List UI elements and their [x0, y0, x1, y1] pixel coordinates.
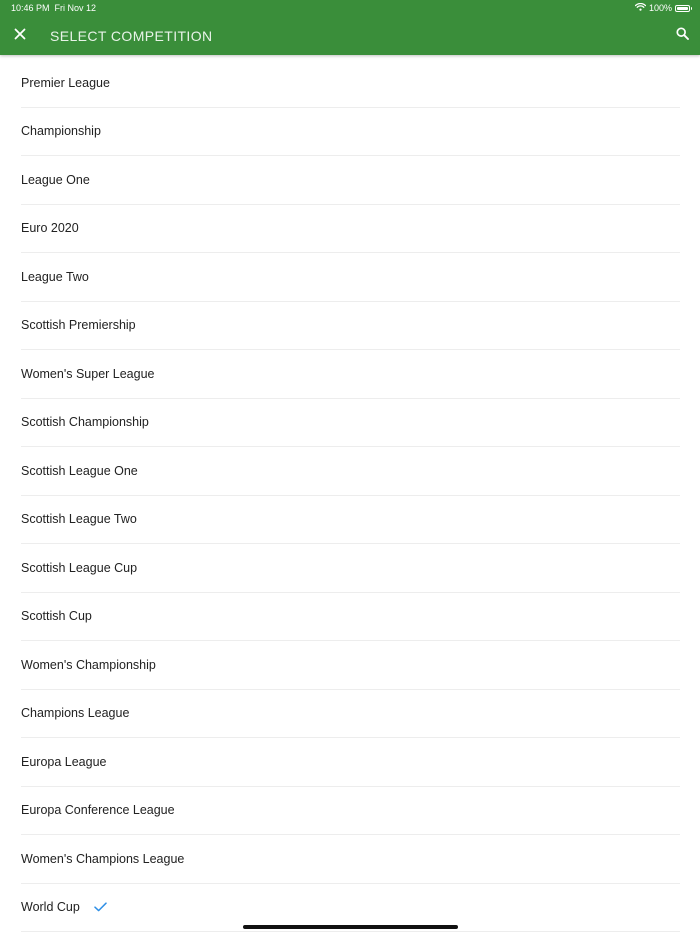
- competition-label: Women's Champions League: [21, 851, 185, 866]
- competition-label: Scottish Premiership: [21, 318, 136, 333]
- page-title: SELECT COMPETITION: [50, 28, 213, 44]
- status-indicators: [635, 3, 690, 13]
- search-icon: [676, 27, 689, 45]
- wifi-icon: [635, 3, 646, 13]
- competition-label: Scottish League Two: [21, 512, 137, 527]
- competition-label: Europa League: [21, 754, 107, 769]
- competition-item[interactable]: [21, 835, 680, 884]
- competition-label: Champions League: [21, 706, 130, 721]
- competition-label: World Cup: [21, 900, 80, 915]
- competition-item[interactable]: [21, 108, 680, 157]
- competition-label: Women's Championship: [21, 657, 156, 672]
- search-button[interactable]: [672, 26, 692, 46]
- home-indicator[interactable]: [243, 925, 458, 929]
- competition-label: Scottish League One: [21, 463, 138, 478]
- status-time: [11, 3, 96, 13]
- status-date-text: Fri Nov 12: [54, 3, 97, 13]
- competition-label: Euro 2020: [21, 221, 79, 236]
- competition-item[interactable]: [21, 350, 680, 399]
- competition-list: [0, 59, 700, 932]
- battery-icon: [675, 5, 690, 12]
- status-bar: [0, 0, 700, 16]
- checkmark-icon: [94, 902, 107, 912]
- competition-item[interactable]: [21, 205, 680, 254]
- competition-item[interactable]: [21, 253, 680, 302]
- competition-item[interactable]: [21, 496, 680, 545]
- competition-label: League One: [21, 172, 90, 187]
- competition-label: Scottish Championship: [21, 415, 149, 430]
- competition-item[interactable]: [21, 690, 680, 739]
- competition-label: Europa Conference League: [21, 803, 175, 818]
- competition-label: League Two: [21, 269, 89, 284]
- competition-item[interactable]: [21, 399, 680, 448]
- close-button[interactable]: [10, 26, 30, 46]
- competition-item[interactable]: [21, 156, 680, 205]
- competition-label: Scottish League Cup: [21, 560, 138, 575]
- competition-item[interactable]: [21, 787, 680, 836]
- competition-label: Scottish Cup: [21, 609, 92, 624]
- competition-item[interactable]: [21, 302, 680, 351]
- competition-item[interactable]: [21, 544, 680, 593]
- competition-label: Premier League: [21, 75, 110, 90]
- status-time-text: 10:46 PM: [11, 3, 50, 13]
- competition-item[interactable]: [21, 59, 680, 108]
- app-header: [0, 0, 700, 55]
- competition-item[interactable]: [21, 641, 680, 690]
- competition-item[interactable]: [21, 738, 680, 787]
- competition-item[interactable]: [21, 447, 680, 496]
- close-icon: [14, 27, 26, 45]
- competition-label: Women's Super League: [21, 366, 155, 381]
- competition-item[interactable]: [21, 593, 680, 642]
- competition-label: Championship: [21, 124, 101, 139]
- battery-percent: 100%: [648, 3, 672, 13]
